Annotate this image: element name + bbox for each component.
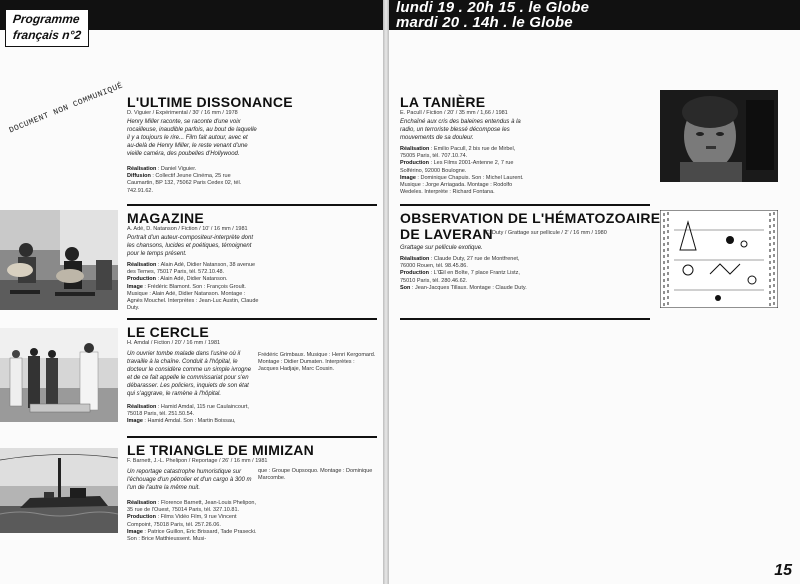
detail-line bbox=[400, 285, 530, 292]
detail-text: : Claude Duty, 27 rue de Montfrenet, 76000 Rouen, tél. 98.45.86. bbox=[400, 256, 520, 270]
photo-hematozoaire-drawing bbox=[660, 210, 778, 308]
film-synopsis-le-cercle: Un ouvrier tombe malade dans l'usine où il travaille à la chaîne. Conduit à l'hôpital, le docteur le considère comme un simple ivrogne et de ce fait appelle le commissariat pour s'en débarasser. Les policiers, inquiets de son état qui s'aggrave, le ramène à l'hôpital. bbox=[127, 351, 252, 397]
detail-label: Réalisation bbox=[127, 166, 157, 172]
section-rule bbox=[400, 204, 650, 206]
detail-line bbox=[127, 529, 257, 543]
film-credit-hematozoaire: C. Duty / Grattage sur pellicule / 2' / 16 mm / 1980 bbox=[485, 230, 607, 236]
film-title-le-cercle: LE CERCLE bbox=[127, 324, 210, 340]
film-credit-ultime-dissonance: D. Viguier / Expérimental / 30' / 16 mm / 1978 bbox=[127, 110, 238, 116]
detail-text: : Frédéric Blamont. Son : François Groult. Musique : Alain Adé, Didier Natanson. Montage : Agnès Mouchel. Interprètes : Jean-Luc Austin, Claude Duty. bbox=[127, 283, 259, 312]
film-details-mimizan bbox=[127, 500, 257, 543]
film-details-cont-le-cercle: Frédéric Grimbaux. Musique : Henri Kergomard. Montage : Didier Dumaten. Interprètes : Jacques Hadjaje, Marc Cousin. bbox=[258, 352, 376, 373]
detail-label: Diffusion bbox=[127, 173, 151, 180]
detail-line bbox=[400, 270, 530, 284]
detail-label: Image bbox=[127, 528, 143, 535]
schedule-line-1: lundi 19 . 20h 15 . le Globe bbox=[396, 0, 590, 16]
detail-line bbox=[400, 146, 530, 160]
detail-text: : Alain Adé, Didier Natanson. bbox=[156, 276, 228, 283]
page-gutter bbox=[383, 0, 389, 584]
detail-text: : Dominique Chapuis. Son : Michel Laurent. Musique : Jorge Arriagada. Montage : Rodolfo Wedeles. Interprète : Richard Fontana. bbox=[400, 174, 524, 196]
film-title-la-taniere: LA TANIÈRE bbox=[400, 94, 486, 110]
detail-label: Image bbox=[127, 283, 143, 290]
detail-label: Réalisation bbox=[127, 500, 157, 506]
detail-text: : Collectif Jeune Cinéma, 25 rue Caumartin, BP 132, 75062 Paris Cedex 02, tél. 742.91.62. bbox=[127, 173, 242, 194]
detail-label: Image bbox=[400, 174, 416, 181]
schedule-line-2: mardi 20 . 14h . le Globe bbox=[396, 14, 573, 31]
detail-text: : Patrice Guillon, Eric Brissard, Tade Prasecki. Son : Brice Matthieussent. Musi- bbox=[127, 528, 257, 543]
photo-le-triangle-de-mimizan bbox=[0, 448, 118, 533]
film-credit-magazine: A. Adé, D. Natanson / Fiction / 10' / 16 mm / 1981 bbox=[127, 226, 248, 232]
film-synopsis-hematozoaire: Grattage sur pellicule exotique. bbox=[400, 245, 483, 251]
detail-line bbox=[127, 173, 259, 195]
detail-label: Production bbox=[400, 270, 430, 277]
program-label-line1: Programme bbox=[12, 12, 81, 26]
detail-label: Réalisation bbox=[400, 256, 430, 262]
detail-line bbox=[400, 160, 530, 174]
program-label-line2: français n°2 bbox=[12, 28, 82, 42]
detail-text: : Les Films 2001-Antenne 2, 7 rue Solférino, 92000 Boulogne. bbox=[400, 160, 514, 174]
detail-line bbox=[127, 404, 257, 418]
film-synopsis-mimizan: Un reportage catastrophe humoristique sur l'échouage d'un pétrolier et d'un cargo à 300 m l'un de l'autre la même nuit. bbox=[127, 469, 252, 491]
photo-le-cercle bbox=[0, 328, 118, 422]
detail-label: Production bbox=[400, 160, 430, 167]
page-number: 15 bbox=[774, 562, 792, 579]
detail-text: : Florence Barnett, Jean-Louis Phelipon, 35 rue de l'Ouest, 75014 Paris, tél. 327.10.81. bbox=[127, 500, 257, 514]
film-credit-le-cercle: H. Amdal / Fiction / 20' / 16 mm / 1981 bbox=[127, 340, 221, 346]
detail-label: Image bbox=[127, 418, 143, 425]
photo-hematozoaire-svg bbox=[660, 210, 778, 308]
film-synopsis-ultime-dissonance: Henry Miller raconte, se raconte d'une voix rocailleuse, inaudible parfois, au bout de laquelle il y a toujours le rire... Film fait autour, avec et au-delà de Henry Miller, le reste venant d'une vieille caméra, des poubelles d'Hollywood. bbox=[127, 119, 257, 157]
detail-line bbox=[127, 514, 257, 528]
film-details-le-cercle bbox=[127, 404, 257, 426]
detail-text: : Jean-Jacques Tillaux. Montage : Claude Duty. bbox=[410, 284, 527, 291]
detail-line bbox=[400, 256, 530, 270]
detail-line bbox=[127, 166, 259, 173]
photo-la-taniere bbox=[660, 90, 778, 182]
film-details-ultime-dissonance bbox=[127, 166, 259, 195]
detail-text: : L'Œil en Boîte, 7 place Frantz Listz, 75010 Paris, tél. 280.46.62. bbox=[400, 270, 520, 284]
program-label bbox=[5, 9, 89, 47]
detail-text: : Hamid Amdal, 115 rue Caulaincourt, 75018 Paris, tél. 251.50.54. bbox=[127, 404, 249, 418]
film-details-magazine bbox=[127, 262, 259, 312]
film-synopsis-magazine: Portrait d'un auteur-compositeur-interprète dont les chansons, lucides et poétiques, témoignent pour le temps présent. bbox=[127, 235, 253, 257]
film-credit-mimizan: F. Barnett, J.-L. Phelipon / Reportage / 26' / 16 mm / 1981 bbox=[127, 458, 268, 464]
film-details-hematozoaire bbox=[400, 256, 530, 292]
detail-line bbox=[400, 175, 530, 197]
detail-label: Réalisation bbox=[127, 262, 157, 268]
section-rule bbox=[127, 436, 377, 438]
photo-mimizan-svg bbox=[0, 448, 118, 533]
detail-text: : Alain Adé, Didier Natanson, 38 avenue des Ternes, 75017 Paris, tél. 572.10.48. bbox=[127, 262, 256, 276]
detail-label: Production bbox=[127, 514, 157, 521]
photo-la-taniere-svg bbox=[660, 90, 778, 182]
section-rule bbox=[127, 318, 377, 320]
detail-label: Production bbox=[127, 276, 157, 283]
detail-text: : Films Vidéo Film, 9 rue Vincent Compoint, 75018 Paris, tél. 257.26.06. bbox=[127, 514, 237, 528]
film-title-hematozoaire-line2: DE LAVERAN bbox=[400, 226, 493, 242]
film-synopsis-la-taniere: Enchaîné aux cris des baleines entendus à la radio, un terroriste blessé décompose les mouvements de sa douleur. bbox=[400, 119, 521, 141]
film-details-la-taniere bbox=[400, 146, 530, 196]
detail-line bbox=[127, 418, 257, 425]
detail-text: : Daniel Viguier. bbox=[156, 166, 197, 172]
document-stamp: DOCUMENT NON COMMUNIQUÉ bbox=[8, 81, 125, 136]
section-rule bbox=[127, 204, 377, 206]
film-title-hematozoaire-line1: OBSERVATION DE L'HÉMATOZOAIRE bbox=[400, 210, 661, 226]
detail-label: Réalisation bbox=[127, 404, 157, 410]
film-title-mimizan: LE TRIANGLE DE MIMIZAN bbox=[127, 442, 315, 458]
photo-magazine bbox=[0, 210, 118, 310]
film-title-magazine: MAGAZINE bbox=[127, 210, 205, 226]
section-rule bbox=[400, 318, 650, 320]
detail-text: : Hamid Amdal. Son : Martin Boissau, bbox=[142, 418, 236, 425]
film-title-ultime-dissonance: L'ULTIME DISSONANCE bbox=[127, 94, 293, 110]
film-details-cont-mimizan: que : Groupe Oupsoquo. Montage : Dominique Marcombe. bbox=[258, 468, 373, 482]
photo-magazine-svg bbox=[0, 210, 118, 310]
detail-label: Son bbox=[400, 284, 411, 291]
detail-line bbox=[127, 284, 259, 313]
film-credit-la-taniere: E. Pacull / Fiction / 20' / 35 mm / 1,66 / 1981 bbox=[400, 110, 508, 116]
detail-line bbox=[127, 500, 257, 514]
photo-le-cercle-svg bbox=[0, 328, 118, 422]
detail-text: : Emilio Pacull, 2 bis rue de Mirbel, 75005 Paris, tél. 707.10.74. bbox=[400, 146, 516, 160]
detail-line bbox=[127, 276, 259, 283]
detail-line bbox=[127, 262, 259, 276]
detail-label: Réalisation bbox=[400, 146, 430, 152]
